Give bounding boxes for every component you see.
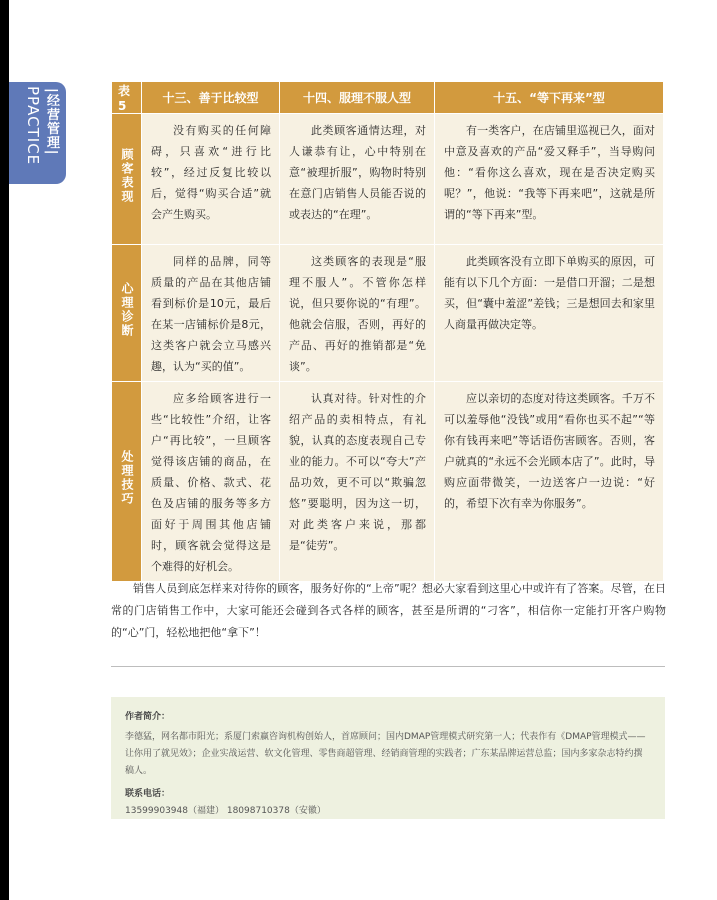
author-heading: 作者简介： xyxy=(125,712,171,722)
column-header: 十四、服理不服人型 xyxy=(280,82,435,114)
table-row xyxy=(112,382,664,582)
cell-text: 应以亲切的态度对待这类顾客。千万不可以羞辱他“没钱”或用“看你也买不起”“等你有钱再来吧”等话语伤害顾客。否则，客户就真的“永远不会光顾本店了”。此时，导购应面带微笑，一边送客户一边说：“好的，希望下次有幸为你服务”。 xyxy=(444,392,655,510)
column-header: 十五、“等下再来”型 xyxy=(435,82,664,114)
column-header: 十三、善于比较型 xyxy=(142,82,280,114)
cell-text: 这类顾客的表现是“服理不服人”。不管你怎样说，但只要你说的“有理”。他就会信服，否则，再好的产品、再好的推销都是“免谈”。 xyxy=(289,255,426,373)
table-row xyxy=(112,114,664,245)
cell-text: 认真对待。针对性的介绍产品的卖相特点，有礼貌，认真的态度表现自己专业的能力。不可以“夸大”产品功效，更不可以“欺骗忽悠”要聪明，因为这一切，对此类客户来说，那都是“徒劳”。 xyxy=(289,392,426,552)
cell-text: 没有购买的任何障碍，只喜欢“进行比较”，经过反复比较以后，觉得“购买合适”就会产生购买。 xyxy=(151,124,271,221)
contact-heading: 联系电话： xyxy=(125,789,171,799)
row-label: 顾客表现 xyxy=(120,147,134,204)
table-cell xyxy=(280,114,435,245)
cell-text: 此类顾客通情达理，对人谦恭有让，心中特别在意“被理折服”，购物时特别在意门店销售人员能否说的或表达的“在理”。 xyxy=(289,124,426,221)
table-cell xyxy=(435,114,664,245)
contact-phone: 13599903948（福建） 18098710378（安徽） xyxy=(125,806,326,816)
cell-text: 同样的品牌，同等质量的产品在其他店铺看到标价是10元，最后在某一店铺标价是8元，这类客户就会立马感兴趣，认为“买的值”。 xyxy=(151,255,271,373)
customer-type-table xyxy=(111,81,664,582)
table-corner-label: 表 5 xyxy=(112,82,142,114)
table-cell xyxy=(142,245,280,382)
section-tab-en: PPACTICE xyxy=(24,86,42,166)
cell-text: 有一类客户，在店铺里巡视已久，面对中意及喜欢的产品“爱又释手”，当导购问他：“看你这么喜欢，现在是否决定购买呢？”，他说：“我等下再来吧”，这就是所谓的“等下再来”型。 xyxy=(444,124,655,221)
divider xyxy=(111,666,665,667)
table-row xyxy=(112,245,664,382)
table-cell xyxy=(435,245,664,382)
section-tab-cn: |经营管理| xyxy=(44,88,59,156)
cell-text: 此类顾客没有立即下单购买的原因，可能有以下几个方面：一是借口开溜；二是想买，但“囊中羞涩”差钱；三是想回去和家里人商量再做决定等。 xyxy=(444,255,655,331)
cell-text: 应多给顾客进行一些“比较性”介绍，让客户“再比较”，一旦顾客觉得该店铺的商品，在质量、价格、款式、花色及店铺的服务等多方面好于周围其他店铺时，顾客就会觉得这是个难得的好机会。 xyxy=(151,392,271,573)
row-header xyxy=(112,114,142,245)
table-cell xyxy=(142,114,280,245)
table-cell xyxy=(142,382,280,582)
row-label: 心理诊断 xyxy=(120,281,134,338)
author-bio: 李德猛，网名都市阳光；系厦门索赢咨询机构创始人，首席顾问；国内DMAP管理模式研究第一人；代表作有《DMAP管理模式——让你用了就见效》；企业实战运营、软文化管理、零售商超管理、经销商管理的实践者；广东某品牌运营总监；国内多家杂志特约撰稿人。 xyxy=(125,732,646,776)
section-tab xyxy=(9,82,66,184)
table-cell xyxy=(280,245,435,382)
magazine-page xyxy=(9,0,717,900)
author-box xyxy=(111,697,665,819)
table-header-row xyxy=(112,82,664,114)
row-label: 处理技巧 xyxy=(120,450,134,506)
row-header xyxy=(112,245,142,382)
table-cell xyxy=(435,382,664,582)
row-header xyxy=(112,382,142,582)
closing-paragraph: 销售人员到底怎样来对待你的顾客，服务好你的“上帝”呢？想必大家看到这里心中或许有了答案。尽管，在日常的门店销售工作中，大家可能还会碰到各式各样的顾客，甚至是所谓的“刁客”，相信你一定能打开客户购物的“心”门，轻松地把他“拿下”！ xyxy=(111,582,666,639)
table-cell xyxy=(280,382,435,582)
